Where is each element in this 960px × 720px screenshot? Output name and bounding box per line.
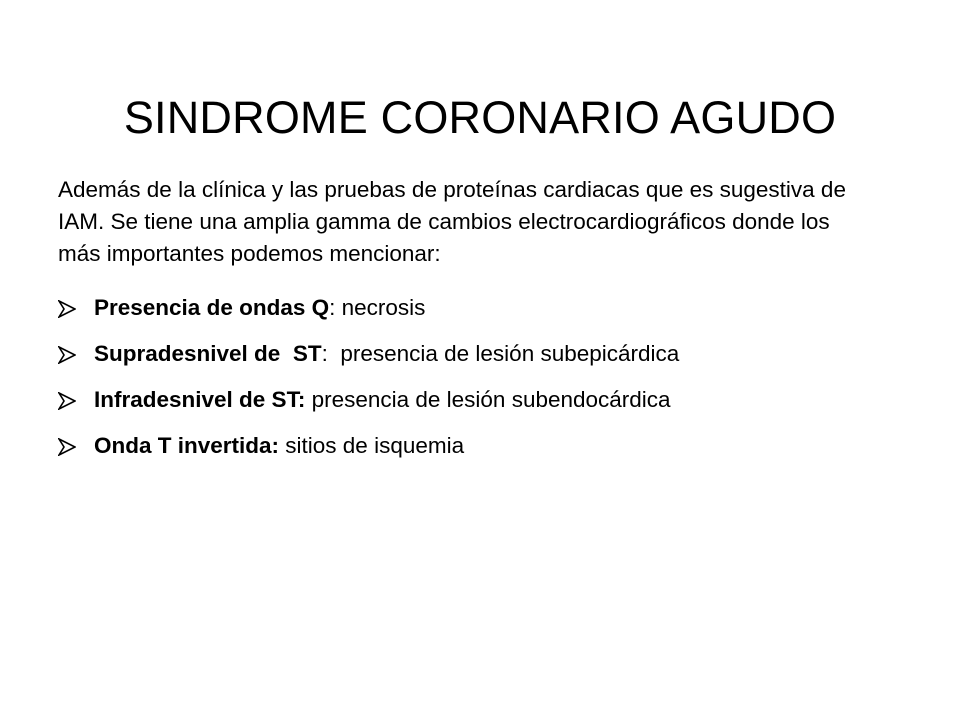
bullet-item-onda-t-invertida [58, 430, 878, 462]
arrowhead-bullet-icon [58, 300, 76, 318]
bullet-text: sitios de isquemia [279, 433, 465, 458]
bullet-list [58, 292, 878, 462]
bullet-text: : presencia de lesión subepicárdica [321, 341, 680, 366]
bullet-term: Infradesnivel de ST: [94, 387, 306, 412]
slide-body [58, 174, 878, 476]
arrowhead-bullet-icon [58, 392, 76, 410]
bullet-term: Presencia de ondas Q [94, 295, 330, 320]
bullet-term: Supradesnivel de ST [94, 341, 322, 366]
bullet-text: : necrosis [329, 295, 426, 320]
bullet-item-infradesnivel-st [58, 384, 878, 416]
arrowhead-bullet-icon [58, 346, 76, 364]
bullet-item-supradesnivel-st [58, 338, 878, 370]
slide-title: SINDROME CORONARIO AGUDO [123, 92, 837, 144]
arrowhead-bullet-icon [58, 438, 76, 456]
intro-paragraph: Además de la clínica y las pruebas de proteínas cardiacas que es sugestiva de IAM. Se tiene una amplia gamma de cambios electrocardiográficos donde los más importantes podemos mencionar: [58, 177, 846, 266]
bullet-text: presencia de lesión subendocárdica [305, 387, 671, 412]
bullet-item-ondas-q [58, 292, 878, 324]
bullet-term: Onda T invertida: [94, 433, 280, 458]
